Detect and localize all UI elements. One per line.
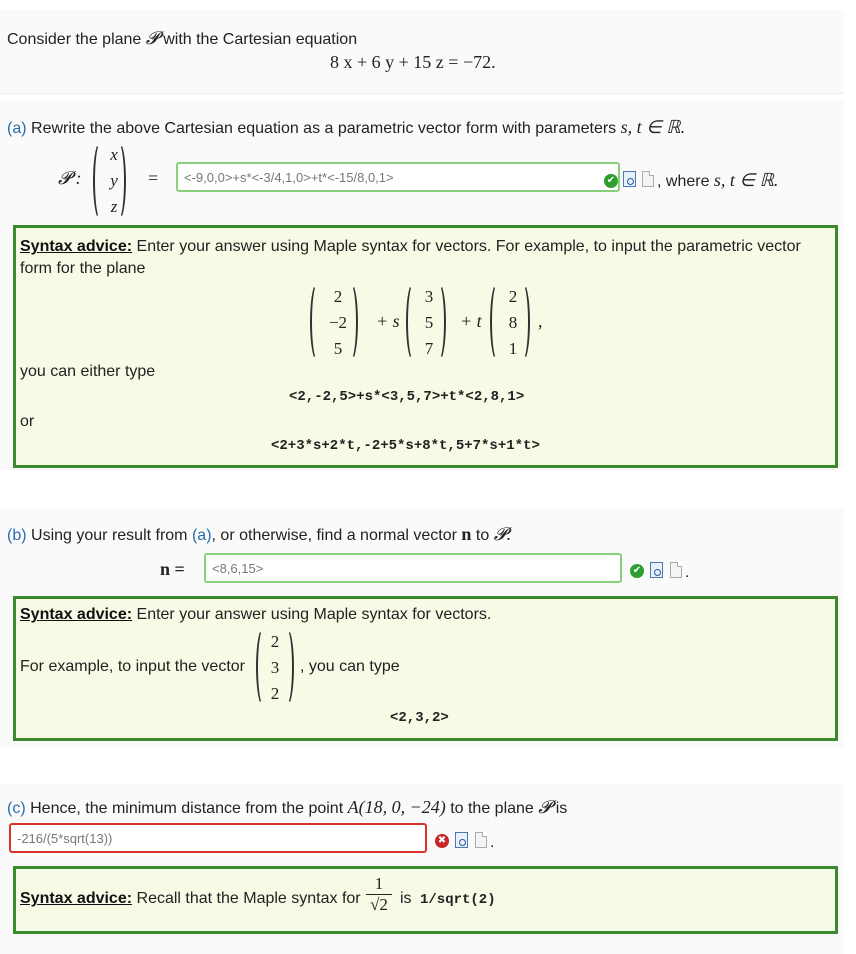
vector-x: x (110, 145, 118, 164)
part-c-q3: is (555, 800, 568, 817)
v2-entry: 7 (424, 339, 434, 358)
advice-you-can-type: , you can type (300, 658, 400, 675)
v1-entry: 2 (333, 287, 343, 306)
vector-y: y (110, 171, 118, 190)
part-a-label: (a) (7, 120, 27, 137)
part-c-answer-value: -216/(5*sqrt(13)) (17, 831, 113, 846)
v2-entry: 3 (424, 287, 434, 306)
v3-entry: 1 (508, 339, 518, 358)
advice-code-1: <2,-2,5>+s*<3,5,7>+t*<2,8,1> (289, 389, 525, 405)
part-b-trailing: . (685, 564, 690, 581)
where-clause (657, 170, 778, 191)
part-b-ref: (a) (191, 527, 212, 544)
part-c-advice-text (20, 890, 361, 908)
plane-lhs: 𝓟 : (58, 168, 82, 188)
advice-code: 1/sqrt(2) (420, 892, 496, 908)
part-c-answer-input[interactable] (9, 823, 427, 853)
part-b-q2: , or otherwise, find a normal vector (211, 527, 457, 544)
part-c-question (7, 797, 567, 818)
correct-check-icon: ✔ (604, 174, 618, 188)
normal-symbol: n (461, 524, 472, 544)
advice-example-text: For example, to input the vector (20, 658, 245, 675)
v2-entry: 5 (424, 313, 434, 332)
part-a-question (7, 117, 685, 138)
point-a: A(18, 0, −24) (347, 797, 446, 817)
document-icon[interactable] (670, 562, 682, 578)
example-vector-1 (318, 284, 358, 362)
example-comma: , (538, 311, 543, 331)
advice-or-text: or (20, 413, 35, 430)
part-c-label: (c) (7, 800, 26, 817)
equals-sign: = (148, 168, 159, 188)
fraction-numerator: 1 (366, 874, 392, 895)
part-a-params: s, t ∈ ℝ. (620, 117, 686, 137)
v1-entry: −2 (328, 313, 348, 332)
part-a-advice-text (20, 236, 820, 280)
part-b-q3: to (475, 527, 490, 544)
cartesian-equation: 8 x + 6 y + 15 z = −72. (330, 52, 496, 72)
document-icon[interactable] (642, 171, 654, 187)
part-a-question-text: Rewrite the above Cartesian equation as a parametric vector form with parameters (31, 120, 617, 137)
advice-code: <2,3,2> (390, 710, 449, 726)
n-lhs: n = (160, 559, 185, 579)
vector-z: z (110, 197, 118, 216)
part-b-answer-input[interactable] (204, 553, 622, 583)
part-b-question (7, 524, 511, 545)
validate-icon[interactable] (455, 832, 468, 848)
incorrect-cross-icon: ✖ (435, 834, 449, 848)
advice-title: Syntax advice: (20, 890, 133, 907)
part-c-trailing: . (490, 834, 495, 851)
part-a-answer-value: <-9,0,0>+s*<-3/4,1,0>+t*<-15/8,0,1> (184, 170, 394, 185)
correct-check-icon: ✔ (630, 564, 644, 578)
intro-text (7, 28, 357, 49)
v1-entry: 5 (333, 339, 343, 358)
part-b-q1: Using your result from (31, 527, 188, 544)
part-b-label: (b) (7, 527, 27, 544)
advice-title: Syntax advice: (20, 606, 133, 623)
where-text: , where (657, 173, 710, 190)
part-c-q1: Hence, the minimum distance from the point (30, 800, 344, 817)
xyz-vector (104, 142, 124, 220)
document-icon[interactable] (475, 832, 487, 848)
advice-code-2: <2+3*s+2*t,-2+5*s+8*t,5+7*s+1*t> (271, 438, 540, 454)
vb-entry: 2 (270, 632, 280, 651)
part-b-advice-text (20, 606, 491, 624)
part-a-answer-input[interactable] (176, 162, 620, 192)
advice-title: Syntax advice: (20, 238, 133, 255)
example-vector-3 (500, 284, 526, 362)
vb-entry: 3 (270, 658, 280, 677)
fraction-denominator: √2 (370, 895, 388, 914)
plus-t: + t (460, 311, 482, 331)
part-b-answer-value: <8,6,15> (212, 561, 264, 576)
example-vector-2 (416, 284, 442, 362)
plane-symbol: 𝓟 (145, 28, 159, 48)
part-b-plane: 𝓟. (493, 524, 512, 544)
advice-is-text: is (400, 890, 412, 907)
fraction-one-over-root-two (366, 874, 392, 915)
vb-entry: 2 (270, 684, 280, 703)
part-c-plane: 𝓟 (538, 797, 552, 817)
example-vector-b (264, 629, 286, 707)
v3-entry: 8 (508, 313, 518, 332)
validate-icon[interactable] (623, 171, 636, 187)
advice-either-text: you can either type (20, 363, 156, 380)
v3-entry: 2 (508, 287, 518, 306)
part-c-q2: to the plane (450, 800, 534, 817)
intro-text-after: with the Cartesian equation (163, 31, 358, 48)
intro-text-before: Consider the plane (7, 31, 142, 48)
where-params: s, t ∈ ℝ. (713, 170, 779, 190)
advice-text: Enter your answer using Maple syntax for vectors. (136, 606, 492, 623)
advice-text: Enter your answer using Maple syntax for vectors. For example, to input the parametric vector form for the plane (20, 238, 801, 277)
plus-s: + s (376, 311, 400, 331)
advice-text: Recall that the Maple syntax for (136, 890, 361, 907)
validate-icon[interactable] (650, 562, 663, 578)
